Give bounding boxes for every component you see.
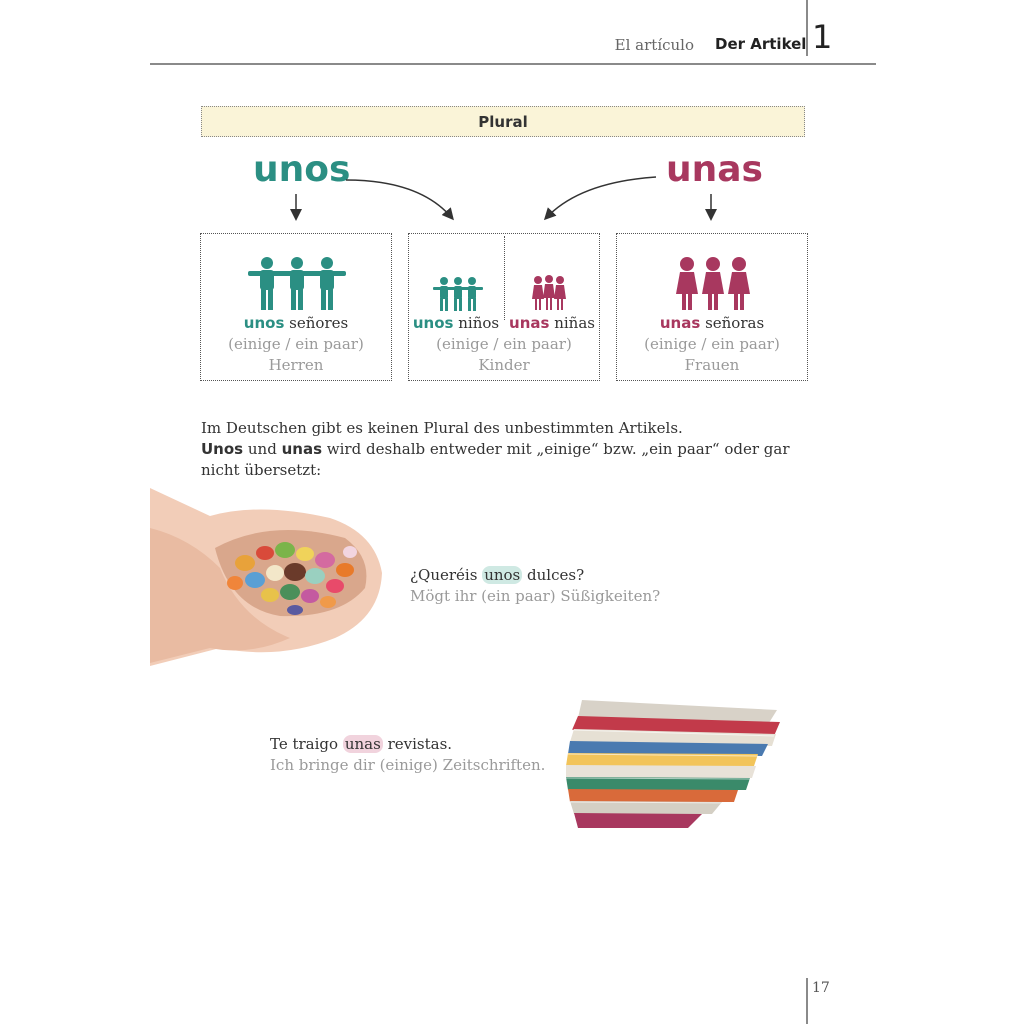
box-senoras-title [616, 313, 808, 334]
box-ninos-german: Kinder [478, 356, 530, 374]
box-ninos-gloss: (einige / ein paar) [436, 335, 572, 353]
header-spanish-title: El artículo [614, 36, 694, 54]
word-unos: unos [253, 149, 351, 190]
explanation-paragraph [201, 418, 821, 481]
box-senores-german: Herren [268, 356, 324, 374]
example-1 [410, 565, 660, 607]
girls-icon [529, 274, 569, 312]
box-senores-title [200, 313, 392, 334]
box-ninos-noun: niños [458, 314, 500, 332]
box-ninas-article: unas [509, 314, 550, 332]
box-ninos-divider [504, 236, 505, 320]
explanation-und: und [247, 440, 277, 458]
example-1-sentence [410, 565, 660, 586]
box-senoras-noun: señoras [705, 314, 765, 332]
arrow-unos-to-kinder [346, 180, 452, 218]
magazines-stack-image [562, 696, 784, 830]
header-german-title: Der Artikel [715, 35, 807, 53]
box-ninos-title [408, 313, 504, 334]
arrows-diagram [0, 0, 1024, 240]
boys-icon [432, 276, 484, 312]
arrow-unas-to-kinder [546, 177, 656, 218]
box-ninos-article: unos [412, 314, 454, 332]
explanation-unos: Unos [201, 440, 244, 458]
explanation-line-1: Im Deutschen gibt es keinen Plural des unbestimmten Artikels. [201, 419, 683, 437]
plural-heading: Plural [201, 106, 805, 137]
example-2-after: revistas. [387, 735, 453, 753]
box-senoras-article: unas [659, 314, 701, 332]
women-icon [672, 256, 754, 312]
box-senores-noun: señores [289, 314, 349, 332]
box-senores-gloss: (einige / ein paar) [228, 335, 364, 353]
page-number: 17 [812, 980, 830, 996]
example-2-translation: Ich bringe dir (einige) Zeitschriften. [270, 756, 546, 774]
box-senores-article: unos [243, 314, 285, 332]
explanation-line-2 [201, 439, 821, 481]
example-1-translation: Mögt ihr (ein paar) Süßigkeiten? [410, 587, 661, 605]
candies-in-hands-image [150, 488, 385, 666]
box-ninas-noun: niñas [554, 314, 595, 332]
example-2-highlight: unas [344, 735, 381, 753]
example-2-sentence [270, 734, 545, 755]
page-number-divider [806, 978, 808, 1024]
word-unas: unas [666, 149, 763, 190]
box-senoras-gloss: (einige / ein paar) [644, 335, 780, 353]
example-1-after: dulces? [527, 566, 585, 584]
men-icon [246, 256, 348, 312]
chapter-number: 1 [812, 18, 833, 56]
box-ninas-title [504, 313, 600, 334]
example-2-before: Te traigo [270, 735, 339, 753]
example-1-highlight: unos [484, 566, 521, 584]
explanation-rest: wird deshalb entweder mit „einige“ bzw. „ein paar“ oder gar nicht übersetzt: [201, 440, 790, 479]
example-1-before: ¿Queréis [410, 566, 478, 584]
example-2 [270, 734, 545, 776]
explanation-unas: unas [281, 440, 323, 458]
box-senoras-german: Frauen [684, 356, 740, 374]
